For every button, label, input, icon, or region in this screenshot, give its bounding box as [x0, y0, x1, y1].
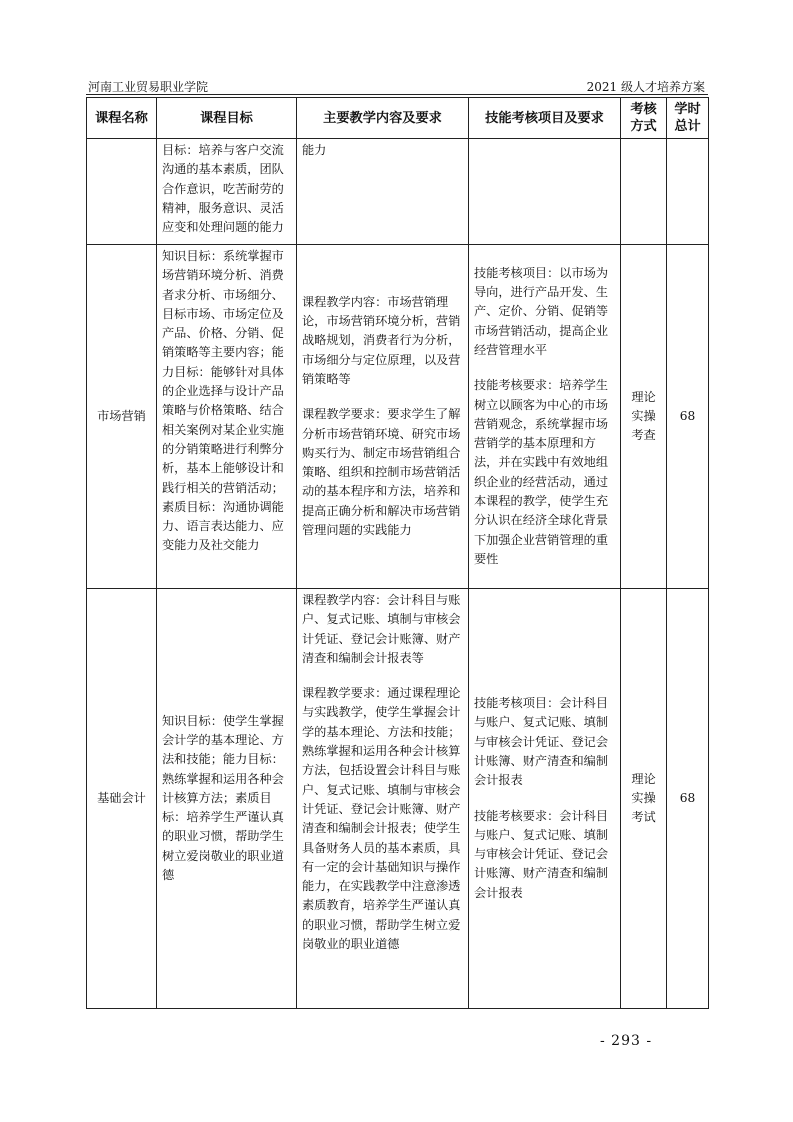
col-header-skill-assessment: 技能考核项目及要求 [469, 98, 621, 139]
table-row [87, 139, 709, 245]
col-header-course-name: 课程名称 [87, 98, 157, 139]
total-hours-cell: 68 [667, 245, 709, 589]
course-name-cell: 市场营销 [87, 245, 157, 589]
page-number: - 293 - [600, 1033, 653, 1049]
teaching-content-text: 课程教学内容：会计科目与账户、复式记账、填制与审核会计凭证、登记会计账簿、财产清查和编制会计报表等 [302, 593, 461, 665]
total-hours-cell [667, 139, 709, 245]
skill-assessment-cell [469, 245, 621, 589]
teaching-requirement-text: 课程教学要求：通过课程理论与实践教学，使学生掌握会计学的基本理论、方法和技能；熟练掌握和运用各种会计核算方法，包括设置会计科目与账户、复式记账、填制与审核会计凭证、登记会计账簿、财产清查和编制会计报表；使学生具备财务人员的基本素质，具有一定的会计基础知识与操作能力，在实践教学中注意渗透素质教育，培养学生严谨认真的职业习惯，帮助学生树立爱岗敬业的职业道德 [302, 686, 461, 952]
table-header-row [87, 98, 709, 139]
col-header-total-hours: 学时总计 [667, 98, 709, 139]
table-row [87, 589, 709, 1009]
skill-requirement-text: 技能考核要求：培养学生树立以顾客为中心的市场营销观念，系统掌握市场营销学的基本原理和方法，并在实践中有效地组织企业的经营活动，通过本课程的教学，使学生充分认识在经济全球化背景下加强企业营销管理的重要性 [474, 378, 609, 566]
header-school-name: 河南工业贸易职业学院 [88, 80, 209, 94]
col-header-teaching-content: 主要教学内容及要求 [297, 98, 469, 139]
assessment-method-cell [621, 139, 667, 245]
teaching-requirement-text: 课程教学要求：要求学生了解分析市场营销环境、研究市场购买行为、制定市场营销组合策略、组织和控制市场营销活动的基本程序和方法，培养和提高正确分析和解决市场营销管理问题的实践能力 [302, 407, 461, 537]
skill-assessment-cell [469, 139, 621, 245]
header-rule [86, 94, 708, 95]
teaching-content-cell [297, 589, 469, 1009]
header-plan-title: 2021 级人才培养方案 [586, 80, 705, 94]
course-goal-cell: 知识目标：系统掌握市场营销环境分析、消费者求分析、市场细分、目标市场、市场定位及产品、价格、分销、促销策略等主要内容；能力目标：能够针对具体的企业选择与设计产品策略与价格策略、结合相关案例对某企业实施的分销策略进行利弊分析，基本上能够设计和践行相关的营销活动；素质目标：沟通协调能力、语言表达能力、应变能力及社交能力 [157, 245, 297, 589]
skill-requirement-text: 技能考核要求：会计科目与账户、复式记账、填制与审核会计凭证、登记会计账簿、财产清查和编制会计报表 [474, 808, 609, 900]
assessment-method-cell: 理论实操考查 [621, 245, 667, 589]
teaching-content-text: 能力 [302, 143, 327, 157]
course-goal-cell: 知识目标：使学生掌握会计学的基本理论、方法和技能；能力目标：熟练掌握和运用各种会计核算方法；素质目标：培养学生严谨认真的职业习惯，帮助学生树立爱岗敬业的职业道德 [157, 589, 297, 1009]
skill-item-text: 技能考核项目：以市场为导向，进行产品开发、生产、定价、分销、促销等市场营销活动，提高企业经营管理水平 [474, 265, 609, 357]
col-header-assessment-method: 考核方式 [621, 98, 667, 139]
skill-assessment-cell [469, 589, 621, 1009]
teaching-content-text: 课程教学内容：市场营销理论，市场营销环境分析，营销战略规划，消费者行为分析，市场细分与定位原理，以及营销策略等 [302, 294, 461, 386]
course-name-cell [87, 139, 157, 245]
course-goal-cell: 目标：培养与客户交流沟通的基本素质，团队合作意识，吃苦耐劳的精神，服务意识、灵活应变和处理问题的能力 [157, 139, 297, 245]
col-header-course-goal: 课程目标 [157, 98, 297, 139]
teaching-content-cell [297, 139, 469, 245]
total-hours-cell: 68 [667, 589, 709, 1009]
table-row [87, 245, 709, 589]
teaching-content-cell [297, 245, 469, 589]
course-name-cell: 基础会计 [87, 589, 157, 1009]
skill-item-text: 技能考核项目：会计科目与账户、复式记账、填制与审核会计凭证、登记会计账簿、财产清查和编制会计报表 [474, 696, 609, 788]
assessment-method-cell: 理论实操考试 [621, 589, 667, 1009]
course-table [86, 97, 709, 1009]
